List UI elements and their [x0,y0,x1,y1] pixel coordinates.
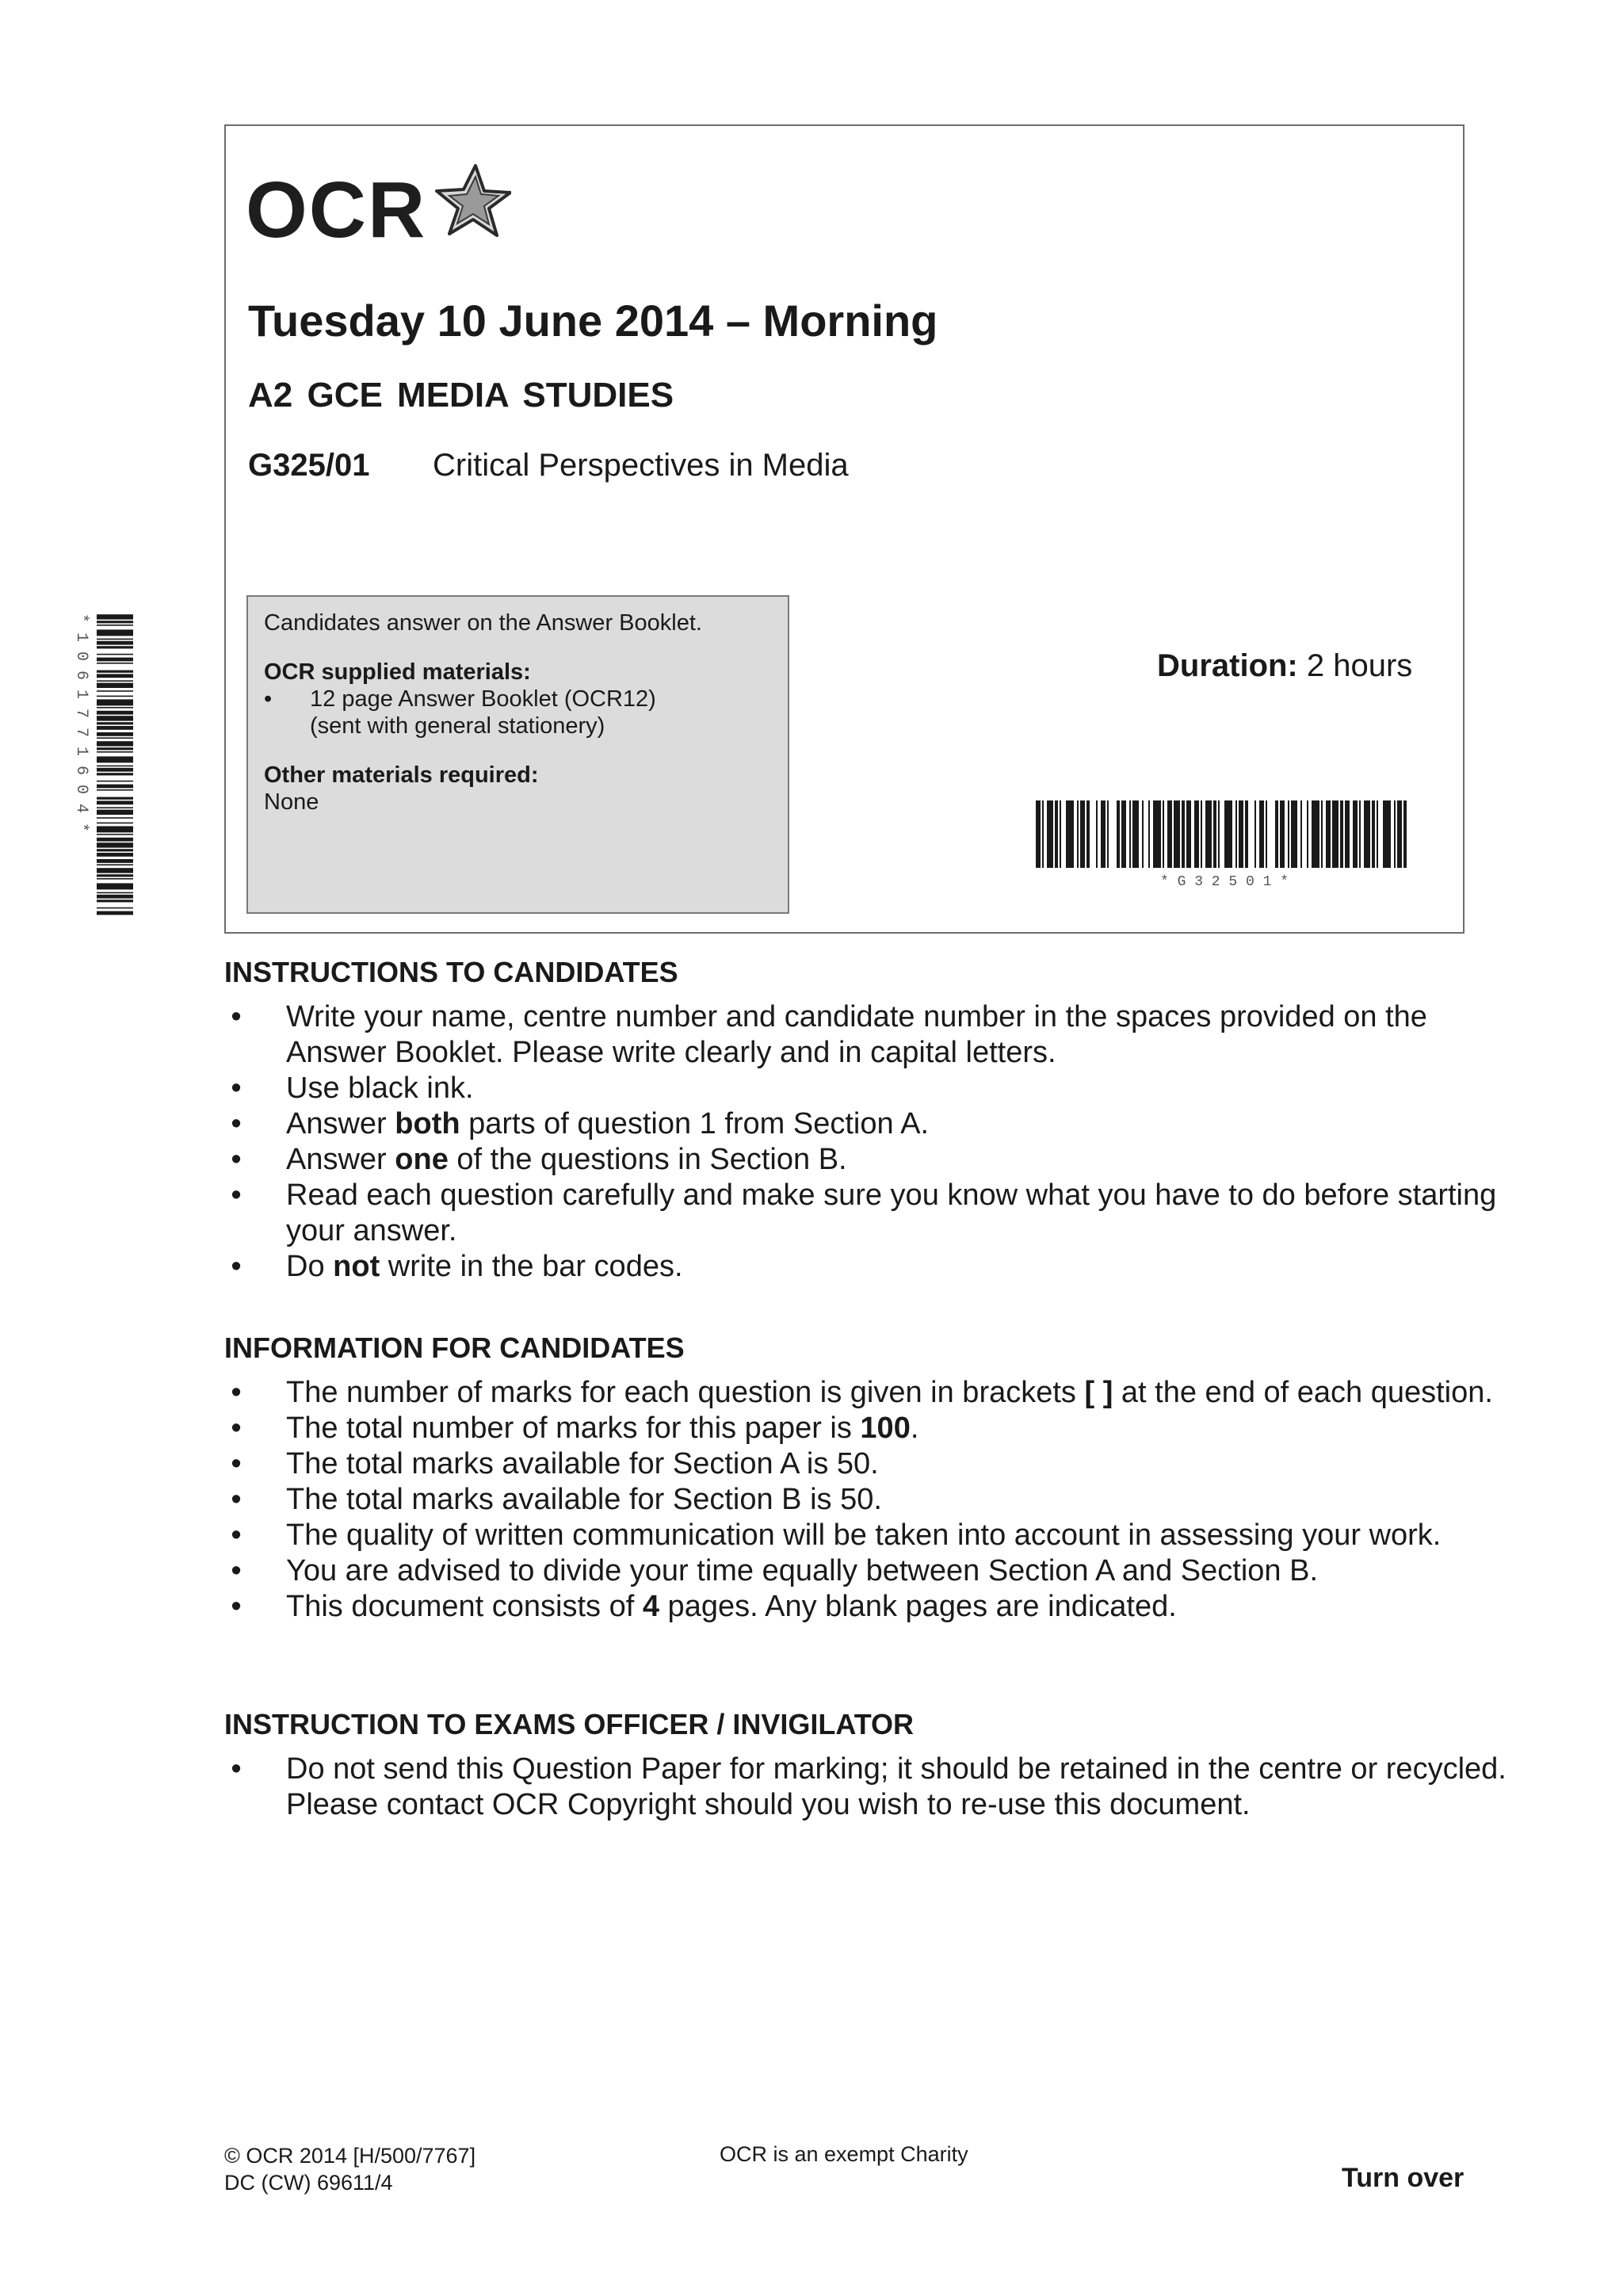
item-text: You are advised to divide your time equally between Section A and Section B. [286,1554,1319,1587]
item-text: Use black ink. [286,1072,474,1105]
duration-label: Duration: [1157,648,1298,683]
barcode-bar [97,726,133,730]
ocr-logo [246,162,507,258]
side-barcode [70,610,135,919]
bullet: • [231,1107,242,1140]
barcode-bar [97,823,133,824]
barcode-bar [97,711,133,715]
answer-on-text: Candidates answer on the Answer Booklet. [264,610,702,636]
barcode-bar [1213,800,1216,868]
barcode-bar [97,683,133,688]
exam-date: Tuesday 10 June 2014 – Morning [248,296,938,346]
emphasis-text: [ ] [1084,1376,1113,1409]
information-item [224,1589,1522,1625]
barcode-bar [97,900,133,902]
bullet: • [231,1072,242,1105]
barcode-bar [97,807,133,808]
barcode-bar [1364,800,1370,868]
barcode-bar [1377,800,1378,868]
barcode-bar [97,853,133,857]
barcode-bar [1403,800,1407,868]
barcode-bar [1121,800,1126,868]
item-text: Read each question carefully and make sure you know what you have to do before starting your answer. [286,1179,1497,1247]
supplied-heading: OCR supplied materials: [264,659,531,685]
item-text: pages. Any blank pages are indicated. [659,1590,1177,1623]
barcode-bar [1186,800,1191,868]
barcode-bar [97,859,133,863]
barcode-bar [1066,800,1074,868]
logo-text: OCR [246,166,427,254]
barcode-bar [97,797,133,800]
barcode-bar [1259,800,1264,868]
barcode-bar [1218,800,1220,868]
doc-code: DC (CW) 69611/4 [224,2171,393,2195]
duration [1157,648,1412,684]
barcode-bar [1288,800,1289,868]
item-text: This document consists of [286,1590,643,1623]
barcode-bar [1055,800,1058,868]
barcode-bar [1254,800,1256,868]
instructions-list [224,999,1522,1285]
barcode-bar [97,629,133,636]
barcode-bar [1086,800,1090,868]
paper-barcode-text: * G 3 2 5 0 1 * [1159,874,1289,888]
barcode-bar [97,817,133,819]
barcode-bar [1300,800,1302,868]
item-text: parts of question 1 from Section A. [460,1107,930,1140]
instructions-item [224,999,1522,1071]
barcode-bar [1148,800,1150,868]
side-barcode-text: * 1 0 6 1 7 7 1 6 0 4 * [72,613,90,833]
barcode-bar [1129,800,1131,868]
other-value: None [264,789,319,815]
item-text: Write your name, centre number and candidate number in the spaces provided on the Answer Booklet. Please write clearly and in capital letters. [286,1000,1427,1069]
information-item [224,1553,1522,1589]
emphasis-text: 4 [642,1590,659,1623]
barcode-bar [97,789,133,791]
barcode-bar [1291,800,1297,868]
barcode-bar [1312,800,1319,868]
paper-title: Critical Perspectives in Media [433,448,849,483]
bullet: • [231,1179,242,1212]
barcode-bar [1224,800,1232,868]
barcode-bar [97,707,133,709]
barcode-bar [97,614,133,619]
barcode-bar [1047,800,1053,868]
barcode-bar [1174,800,1180,868]
barcode-bar [1280,800,1285,868]
barcode-bar [97,696,133,697]
barcode-bar [1353,800,1358,868]
barcode-bar [1205,800,1212,868]
barcode-bar [1142,800,1144,868]
barcode-bar [1163,800,1164,868]
barcode-bar [97,722,133,724]
barcode-bar [1235,800,1237,868]
barcode-bar [97,658,133,662]
qualification-title: A2 GCE MEDIA STUDIES [248,376,674,415]
barcode-bar [97,663,133,664]
information-heading: INFORMATION FOR CANDIDATES [224,1331,685,1364]
item-text: write in the bar codes. [380,1250,683,1283]
barcode-bar [1201,800,1202,868]
materials-box [246,595,789,914]
supplied-item-line1: 12 page Answer Booklet (OCR12) [310,686,656,712]
barcode-bar [1307,800,1308,868]
item-text: of the questions in Section B. [448,1143,847,1176]
information-item [224,1518,1522,1553]
barcode-bar [97,878,133,880]
barcode-bar [1397,800,1402,868]
barcode-bar [97,892,133,894]
barcode-bar [97,810,133,815]
barcode-bar [1042,800,1044,868]
bullet: • [231,1000,242,1033]
bullet: • [231,1412,242,1445]
item-text: The total marks available for Section A is 50. [286,1447,879,1480]
barcode-bar [1372,800,1375,868]
officer-item [224,1752,1522,1823]
barcode-bar [97,741,133,746]
barcode-bar [97,911,133,915]
item-text: The total marks available for Section B is 50. [286,1483,882,1516]
item-text: Do [286,1250,334,1283]
barcode-bar [1239,800,1243,868]
barcode-bar [1245,800,1248,868]
barcode-bar [97,639,133,640]
item-text: Answer [286,1107,395,1140]
barcode-bar [97,785,133,789]
barcode-bar [97,690,133,692]
barcode-bar [1359,800,1361,868]
barcode-bar [97,781,133,782]
barcode-bar [1340,800,1343,868]
barcode-bar [1153,800,1161,868]
barcode-bar [1101,800,1106,868]
bullet: • [231,1376,242,1409]
officer-heading: INSTRUCTION TO EXAMS OFFICER / INVIGILATOR [224,1708,915,1740]
barcode-bar [97,654,133,655]
barcode-bar [1332,800,1338,868]
barcode-bar [1266,800,1267,868]
barcode-bar [1194,800,1199,868]
barcode-bar [1182,800,1185,868]
barcode-bar [97,674,133,678]
barcode-bar [97,756,133,762]
barcode-bar [1080,800,1085,868]
barcode-bar [97,907,133,909]
barcode-bar [1345,800,1350,868]
instructions-item [224,1142,1522,1178]
barcode-bar [97,864,133,865]
barcode-bar [97,747,133,750]
item-text: Answer [286,1143,395,1176]
emphasis-text: both [395,1107,460,1140]
information-item [224,1411,1522,1446]
information-item [224,1482,1522,1518]
barcode-bar [1132,800,1139,868]
barcode-bar [97,768,133,772]
information-item [224,1375,1522,1411]
barcode-bar [97,732,133,736]
item-text: The quality of written communication will be taken into account in assessing your work. [286,1519,1442,1552]
barcode-bar [97,838,133,842]
information-list [224,1375,1522,1625]
emphasis-text: one [395,1143,449,1176]
paper-barcode [1034,800,1415,888]
barcode-bar [97,625,133,626]
information-item [224,1446,1522,1482]
barcode-bar [1036,800,1041,868]
barcode-bar [97,849,133,851]
barcode-bar [97,773,133,775]
star-icon [432,162,511,242]
barcode-bar [97,680,133,682]
bullet: • [231,1483,242,1516]
barcode-bar [1117,800,1120,868]
emphasis-text: not [333,1250,380,1283]
barcode-bar [97,874,133,877]
barcode-bar [97,826,133,832]
barcode-bar [97,646,133,648]
duration-value: 2 hours [1306,648,1413,683]
barcode-bar [1107,800,1109,868]
bullet: • [231,1447,242,1480]
barcode-bar [97,641,133,645]
copyright: © OCR 2014 [H/500/7767] [224,2144,476,2168]
barcode-bar [1060,800,1061,868]
barcode-bar [1383,800,1391,868]
barcode-bar [1275,800,1278,868]
barcode-bar [97,751,133,753]
barcode-bar [97,834,133,835]
barcode-bar [1394,800,1396,868]
barcode-bar [97,842,133,847]
instructions-heading: INSTRUCTIONS TO CANDIDATES [224,956,678,988]
item-text: The number of marks for each question is given in brackets [286,1376,1085,1409]
barcode-bar [97,737,133,739]
bullet: • [231,1554,242,1587]
emphasis-text: 100 [860,1412,911,1445]
instructions-item [224,1071,1522,1106]
barcode-bar [97,716,133,720]
paper-code: G325/01 [248,448,370,483]
instructions-item [224,1178,1522,1249]
bullet: • [231,1752,242,1786]
barcode-bar [1167,800,1172,868]
bullet: • [231,1143,242,1176]
barcode-bar [97,670,133,673]
other-heading: Other materials required: [264,762,539,788]
bullet: • [231,1590,242,1623]
supplied-bullet: • [264,686,273,712]
barcode-bar [97,766,133,767]
instructions-item [224,1106,1522,1142]
barcode-bar [97,868,133,873]
barcode-bar [1096,800,1098,868]
turn-over: Turn over [1342,2163,1465,2193]
barcode-bar [97,800,133,804]
supplied-item-line2: (sent with general stationery) [310,713,605,739]
bullet: • [231,1519,242,1552]
item-text: at the end of each question. [1113,1376,1493,1409]
item-text: Do not send this Question Paper for marking; it should be retained in the centre or recycled. Please contact OCR Copyright should you wish to re-use this document. [286,1752,1507,1821]
charity-note: OCR is an exempt Charity [720,2142,968,2166]
bullet: • [231,1250,242,1283]
instructions-item [224,1249,1522,1285]
footer-left [224,2142,475,2196]
barcode-bar [97,883,133,889]
item-text: The total number of marks for this paper is [286,1412,861,1445]
barcode-bar [1321,800,1323,868]
barcode-bar [97,895,133,899]
officer-list [224,1752,1522,1823]
item-text: . [910,1412,919,1445]
barcode-bar [97,621,133,623]
barcode-bar [97,699,133,705]
barcode-bar [1077,800,1079,868]
barcode-bar [1326,800,1331,868]
